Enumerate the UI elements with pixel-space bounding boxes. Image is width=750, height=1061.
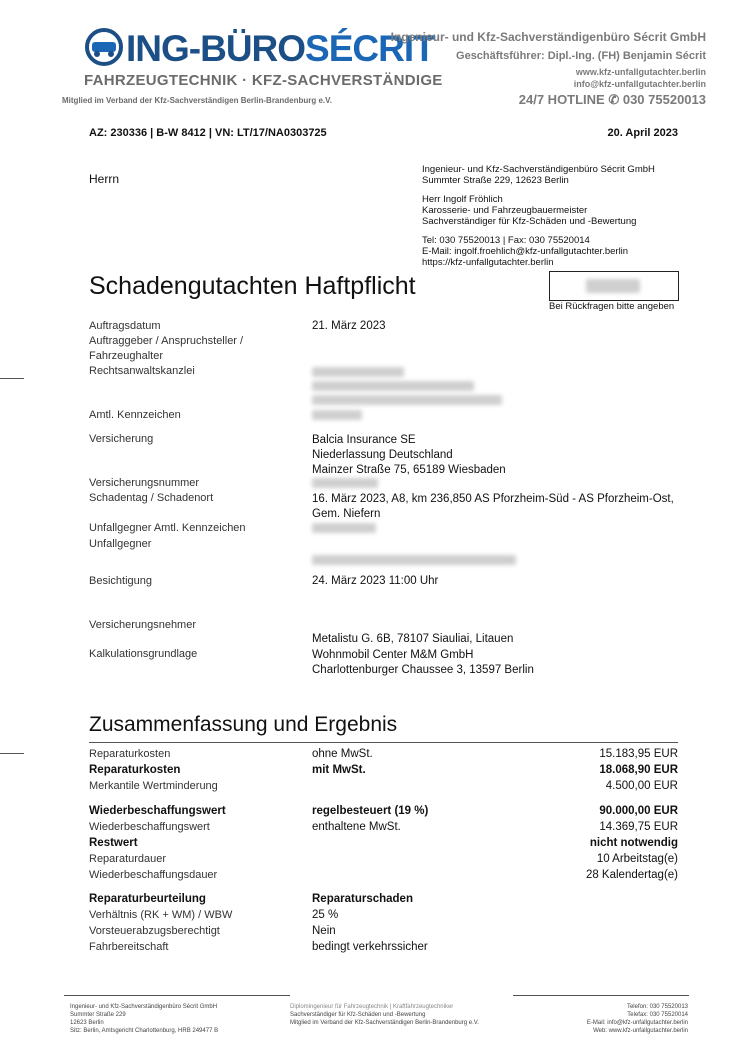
header-web[interactable]: www.kfz-unfallgutachter.berlin: [575, 67, 706, 77]
page-title: Schadengutachten Haftpflicht: [89, 272, 416, 300]
label-versicherungsnummer: Versicherungsnummer: [89, 477, 200, 489]
car-logo-icon: [84, 28, 124, 66]
summary-mid: Reparaturschaden: [312, 893, 413, 905]
logo-accent: SÉCRIT: [305, 28, 435, 69]
value-kalkulation: [312, 648, 534, 678]
schadentag-line2: Gem. Niefern: [312, 508, 381, 520]
footer-right: [587, 1003, 688, 1035]
summary-label: Restwert: [89, 837, 138, 849]
header-hotline: 24/7 HOTLINE ✆ 030 75520013: [518, 92, 706, 107]
header-company: Ingenieur- und Kfz-Sachverständigenbüro Sécrit GmbH: [390, 30, 706, 44]
schadentag-line1: 16. März 2023, A8, km 236,850 AS Pforzheim-Süd - AS Pforzheim-Ost,: [312, 493, 674, 505]
summary-mid: enthaltene MwSt.: [312, 821, 401, 833]
summary-row: [89, 764, 678, 780]
sender-role1: Karosserie- und Fahrzeugbauermeister: [422, 205, 588, 216]
label-kalkulation: Kalkulationsgrundlage: [89, 648, 198, 660]
logo-tagline: FAHRZEUGTECHNIK · KFZ-SACHVERSTÄNDIGE: [84, 72, 443, 89]
label-kanzlei: Rechtsanwaltskanzlei: [89, 365, 195, 377]
summary-row: [89, 893, 678, 909]
footer-divider: [513, 995, 689, 996]
versicherung-line2: Niederlassung Deutschland: [312, 449, 453, 461]
summary-label: Wiederbeschaffungswert: [89, 821, 210, 833]
summary-row: [89, 748, 678, 764]
summary-row: [89, 821, 678, 837]
label-versicherung: Versicherung: [89, 433, 154, 445]
summary-title: Zusammenfassung und Ergebnis: [89, 713, 398, 736]
sender-email[interactable]: E-Mail: ingolf.froehlich@kfz-unfallgutachter.berlin: [422, 246, 629, 257]
summary-row: [89, 853, 678, 869]
redacted-field: [312, 555, 516, 565]
summary-row: [89, 909, 678, 925]
footer-right-line: Telefon: 030 75520013: [626, 1004, 688, 1010]
label-fahrzeughalter: Fahrzeughalter: [89, 350, 163, 362]
footer-left-line: Sitz: Berlin, Amtsgericht Charlottenburg, HRB 249477 B: [70, 1028, 219, 1035]
summary-value: 18.068,90 EUR: [599, 764, 678, 776]
footer-left: [70, 1003, 218, 1035]
footer-mid-line: Diplomingenieur für Fahrzeugtechnik | Kraftfahrzeugtechniker: [290, 1004, 454, 1010]
header-manager: Geschäftsführer: Dipl.-Ing. (FH) Benjamin Sécrit: [456, 50, 706, 62]
summary-mid: 25 %: [312, 909, 339, 921]
redacted-field: [312, 410, 362, 420]
summary-mid: regelbesteuert (19 %): [312, 805, 429, 817]
sender-web[interactable]: https://kfz-unfallgutachter.berlin: [422, 257, 554, 268]
redacted-field: [312, 523, 376, 533]
footer-left-line: 12623 Berlin: [70, 1020, 104, 1027]
reference-box-note: Bei Rückfragen bitte angeben: [549, 301, 675, 312]
kalkulation-line1: Wohnmobil Center M&M GmbH: [312, 649, 474, 661]
redacted-field: [312, 381, 474, 391]
summary-label: Vorsteuerabzugsberechtigt: [89, 925, 220, 937]
summary-label: Reparaturkosten: [89, 748, 171, 760]
sender-block: [422, 164, 692, 268]
summary-label: Reparaturkosten: [89, 764, 181, 776]
label-versicherungsnehmer: Versicherungsnehmer: [89, 619, 197, 631]
reference-box: [549, 271, 679, 301]
footer-right-line[interactable]: Web: www.kfz-unfallgutachter.berlin: [593, 1028, 688, 1035]
versicherung-line3: Mainzer Straße 75, 65189 Wiesbaden: [312, 464, 506, 476]
footer-mid-line: Sachverständiger für Kfz-Schäden und -Bewertung: [290, 1012, 426, 1019]
summary-label: Reparaturdauer: [89, 853, 167, 865]
summary-value: 4.500,00 EUR: [605, 780, 678, 792]
salutation: Herrn: [89, 172, 120, 186]
summary-value: 90.000,00 EUR: [599, 805, 678, 817]
sender-phone: Tel: 030 75520013 | Fax: 030 75520014: [422, 235, 590, 246]
summary-value: nicht notwendig: [589, 837, 678, 849]
summary-row: [89, 941, 678, 957]
value-versicherungsnehmer: Metalistu G. 6B, 78107 Siauliai, Litauen: [312, 633, 514, 645]
redacted-field: [312, 367, 404, 377]
summary-value: 10 Arbeitstag(e): [596, 853, 678, 865]
membership-note: Mitglied im Verband der Kfz-Sachverständigen Berlin-Brandenburg e.V.: [62, 96, 332, 105]
fold-mark: [0, 378, 24, 379]
footer-left-line: Summter Straße 229: [70, 1012, 126, 1019]
summary-row: [89, 805, 678, 821]
summary-row: [89, 780, 678, 796]
summary-value: 15.183,95 EUR: [599, 748, 678, 760]
label-unfallgegner: Unfallgegner: [89, 538, 152, 550]
value-versicherung: [312, 433, 506, 478]
summary-mid: bedingt verkehrssicher: [312, 941, 428, 953]
fold-mark: [0, 753, 24, 754]
summary-mid: ohne MwSt.: [312, 748, 373, 760]
summary-divider: [89, 742, 678, 743]
summary-mid: Nein: [312, 925, 336, 937]
redacted-field: [312, 478, 378, 488]
value-besichtigung: 24. März 2023 11:00 Uhr: [312, 575, 439, 587]
letter-date: 20. April 2023: [607, 127, 678, 139]
label-kennzeichen: Amtl. Kennzeichen: [89, 409, 181, 421]
value-schadentag: [312, 492, 674, 522]
redacted-reference: [586, 279, 640, 293]
header-email[interactable]: info@kfz-unfallgutachter.berlin: [573, 79, 706, 89]
label-auftragsdatum: Auftragsdatum: [89, 320, 161, 332]
label-auftraggeber: Auftraggeber / Anspruchsteller /: [89, 335, 244, 347]
label-schadentag: Schadentag / Schadenort: [89, 492, 214, 504]
label-besichtigung: Besichtigung: [89, 575, 152, 587]
summary-row: [89, 925, 678, 941]
footer-left-line: Ingenieur- und Kfz-Sachverständigenbüro Sécrit GmbH: [70, 1004, 218, 1010]
sender-address: Summter Straße 229, 12623 Berlin: [422, 175, 569, 186]
footer-middle: [290, 1003, 479, 1027]
summary-label: Wiederbeschaffungsdauer: [89, 869, 218, 881]
value-auftragsdatum: 21. März 2023: [312, 320, 386, 332]
footer-right-line[interactable]: E-Mail: info@kfz-unfallgutachter.berlin: [586, 1020, 688, 1027]
footer-divider: [64, 995, 290, 996]
footer-right-line: Telefax: 030 75520014: [627, 1012, 688, 1019]
summary-row: [89, 869, 678, 885]
label-gegner-kennzeichen: Unfallgegner Amtl. Kennzeichen: [89, 522, 246, 534]
summary-value: 14.369,75 EUR: [599, 821, 678, 833]
footer-mid-line: Mitglied im Verband der Kfz-Sachverständigen Berlin-Brandenburg e.V.: [290, 1020, 479, 1027]
sender-person: Herr Ingolf Fröhlich: [422, 194, 503, 205]
summary-label: Reparaturbeurteilung: [89, 893, 206, 905]
summary-value: 28 Kalendertag(e): [585, 869, 678, 881]
summary-label: Wiederbeschaffungswert: [89, 805, 226, 817]
logo-prefix: ING-BÜRO: [126, 28, 306, 69]
kalkulation-line2: Charlottenburger Chaussee 3, 13597 Berlin: [312, 664, 534, 676]
summary-mid: mit MwSt.: [312, 764, 366, 776]
sender-company: Ingenieur- und Kfz-Sachverständigenbüro Sécrit GmbH: [422, 164, 655, 175]
summary-label: Verhältnis (RK + WM) / WBW: [89, 909, 233, 921]
sender-role2: Sachverständiger für Kfz-Schäden und -Bewertung: [422, 216, 637, 227]
versicherung-line1: Balcia Insurance SE: [312, 434, 416, 446]
redacted-field: [312, 395, 502, 405]
reference-line: AZ: 230336 | B-W 8412 | VN: LT/17/NA0303725: [89, 127, 327, 139]
summary-row: [89, 837, 678, 853]
summary-label: Fahrbereitschaft: [89, 941, 169, 953]
summary-label: Merkantile Wertminderung: [89, 780, 218, 792]
